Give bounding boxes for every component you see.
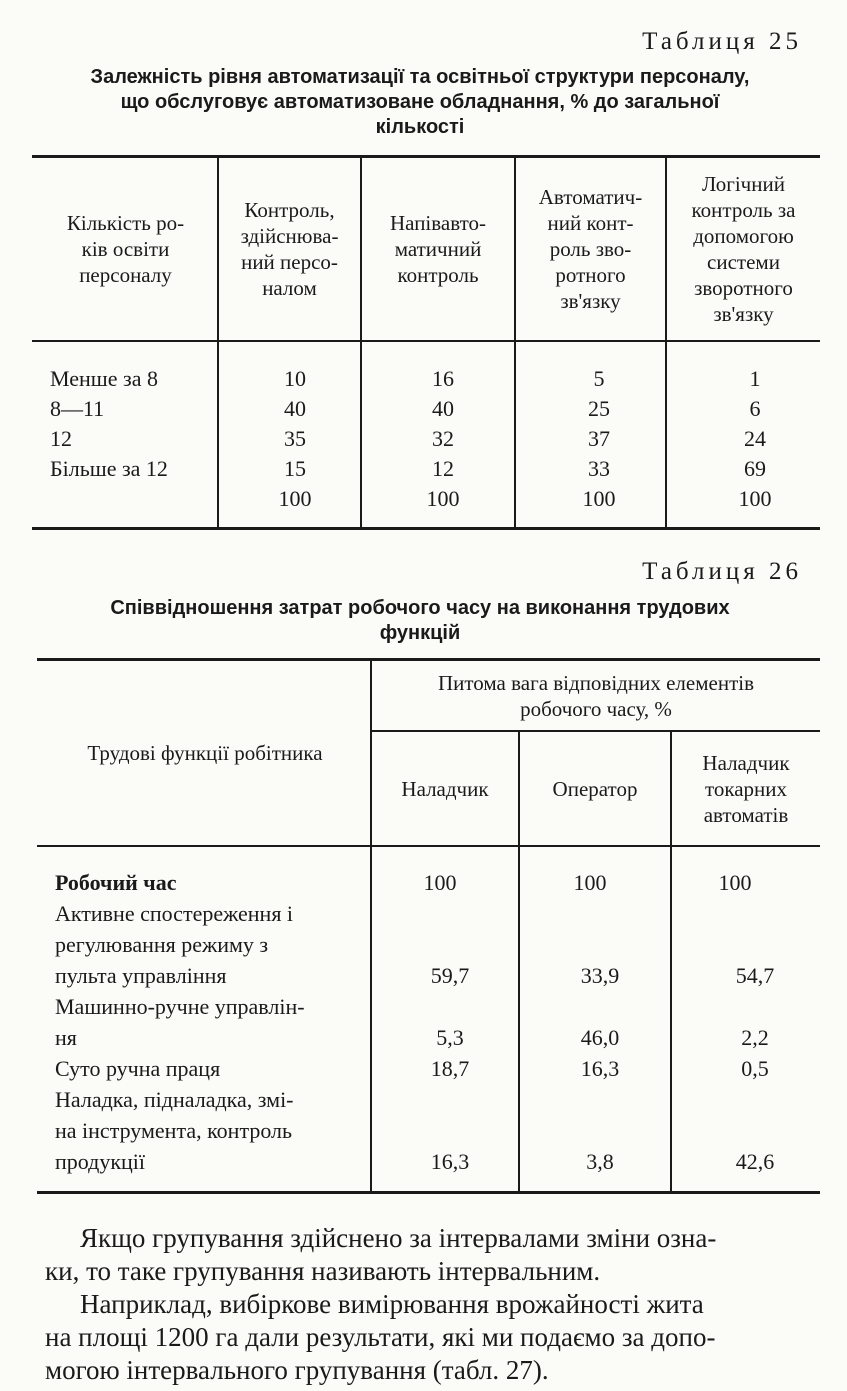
- table25-cell: 40: [432, 396, 454, 421]
- body-line: ки, то таке групування називають інтервальним.: [45, 1256, 601, 1286]
- table25-cell: 100: [582, 486, 616, 511]
- table26-cell: 16,3: [580, 1056, 620, 1081]
- table26-row-label: Машинно-ручне управлін-: [55, 994, 305, 1019]
- table26-row-label: на інструмента, контроль: [55, 1118, 293, 1143]
- header-line: Автоматич-: [538, 185, 643, 209]
- header-line: ків освіти: [81, 237, 170, 261]
- header-line: матичний: [394, 237, 482, 261]
- table25-header-years: [34, 158, 217, 340]
- table25-cell: 37: [588, 426, 610, 451]
- table26-header-functions: [40, 661, 370, 845]
- table26-cell: 18,7: [430, 1056, 470, 1081]
- table26-row-label: Активне спостереження і: [55, 901, 294, 926]
- body-paragraph: [45, 1222, 805, 1387]
- table26-row-label: Суто ручна праця: [55, 1056, 221, 1081]
- table26-cell: 54,7: [735, 963, 775, 988]
- table26-cell: 33,9: [580, 963, 620, 988]
- header-line: контроль: [397, 263, 479, 287]
- header-line: Контроль,: [244, 198, 335, 222]
- table25-cell: 1: [749, 366, 761, 391]
- table26-row-label: регулювання режиму з: [55, 932, 269, 957]
- header-line: ний персо-: [241, 250, 338, 274]
- table26-cell: 16,3: [430, 1149, 470, 1174]
- table26-header-group: [372, 661, 820, 730]
- header-line: ний конт-: [547, 211, 634, 235]
- header-line: Напівавто-: [389, 211, 487, 235]
- header-line: контроль за: [691, 198, 796, 222]
- header-line: Наладчик: [401, 776, 489, 801]
- table26-row-label: продукції: [55, 1149, 146, 1174]
- table25-title-line: кількості: [375, 116, 465, 138]
- body-line: могою інтервального групування (табл. 27).: [45, 1355, 549, 1385]
- table26-title-line: функцій: [379, 622, 461, 644]
- table25-cell: 5: [593, 366, 605, 391]
- header-line: роль зво-: [549, 237, 632, 261]
- table26-row-label: Наладка, підналадка, змі-: [55, 1087, 294, 1112]
- table26-caption: Таблиця 26: [642, 558, 802, 585]
- table25-row-label: 12: [50, 426, 72, 451]
- table26-cell: 2,2: [741, 1025, 769, 1050]
- header-line: Кількість ро-: [66, 211, 185, 235]
- body-line: Наприклад, вибіркове вимірювання врожайності жита: [80, 1289, 704, 1319]
- table25-header-divider: [32, 340, 820, 342]
- table25-cell: 15: [284, 456, 306, 481]
- table25-title-line: Залежність рівня автоматизації та освітньої структури персоналу,: [90, 66, 750, 88]
- table26-cell: 5,3: [436, 1025, 464, 1050]
- header-line: Наладчик: [702, 750, 790, 775]
- table26-cell: 100: [573, 870, 607, 895]
- table25-cell: 100: [426, 486, 460, 511]
- header-line: Питома вага відповідних елементів: [438, 670, 754, 695]
- table25-header-auto-feedback: [516, 158, 665, 340]
- table25-cell: 6: [749, 396, 761, 421]
- header-line: налом: [262, 276, 317, 300]
- table25-bottom-border: [32, 527, 820, 530]
- table26-row-label: пульта управління: [55, 963, 227, 988]
- table25-cell: 25: [588, 396, 610, 421]
- table25-header-personnel-control: [219, 158, 360, 340]
- table25-row-label: Менше за 8: [50, 366, 158, 391]
- table26-cell: 100: [718, 870, 752, 895]
- table26-header-lathe-adjuster: [672, 732, 820, 845]
- table25-header-semiauto: [362, 158, 514, 340]
- table26-cell: 42,6: [735, 1149, 775, 1174]
- table26-cell: 100: [423, 870, 457, 895]
- table26-title: [20, 596, 820, 646]
- body-line: на площі 1200 га дали результати, які ми подаємо за допо-: [45, 1322, 716, 1352]
- header-line: Трудові функції робітника: [87, 741, 323, 765]
- table25-caption: Таблиця 25: [642, 28, 802, 55]
- header-line: Логічний: [702, 172, 785, 196]
- table26-title-line: Співвідношення затрат робочого часу на виконання трудових: [110, 597, 730, 619]
- header-line: ротного: [555, 263, 626, 287]
- table26-header-adjuster: [372, 732, 518, 845]
- header-line: токарних: [704, 776, 788, 801]
- header-line: здійснюва-: [240, 224, 339, 248]
- header-line: зв'язку: [560, 289, 621, 313]
- table25-cell: 33: [588, 456, 610, 481]
- table25-cell: 100: [278, 486, 312, 511]
- table25-cell: 35: [284, 426, 306, 451]
- table26-cell: 59,7: [430, 963, 470, 988]
- header-line: персоналу: [79, 263, 172, 287]
- table26-bottom-border: [37, 1191, 820, 1194]
- table26-cell: 0,5: [741, 1056, 769, 1081]
- table26-row-label: Робочий час: [55, 870, 177, 895]
- table25-cell: 69: [744, 456, 766, 481]
- header-line: Оператор: [552, 776, 638, 801]
- table25-cell: 12: [432, 456, 454, 481]
- table25-row-label: 8—11: [50, 396, 105, 421]
- table26-cell: 3,8: [586, 1149, 614, 1174]
- table26-header-divider: [37, 845, 820, 847]
- header-line: зворотного: [694, 276, 793, 300]
- table25-row-label: Більше за 12: [50, 456, 168, 481]
- table26-cell: 46,0: [580, 1025, 620, 1050]
- header-line: автоматів: [703, 802, 789, 827]
- table25-cell: 40: [284, 396, 306, 421]
- table25-cell: 24: [744, 426, 766, 451]
- table25-title: [20, 65, 820, 140]
- header-line: допомогою: [693, 224, 794, 248]
- header-line: робочого часу, %: [520, 696, 672, 721]
- header-line: зв'язку: [713, 302, 774, 326]
- table26-header-operator: [520, 732, 670, 845]
- table25-cell: 32: [432, 426, 454, 451]
- table25-cell: 16: [432, 366, 454, 391]
- table25-cell: 10: [284, 366, 306, 391]
- table25-header-logic-control: [667, 158, 820, 340]
- header-line: системи: [707, 250, 780, 274]
- table26-row-label: ня: [55, 1025, 77, 1050]
- body-line: Якщо групування здійснено за інтервалами зміни озна-: [80, 1223, 717, 1253]
- table25-cell: 100: [738, 486, 772, 511]
- table25-title-line: що обслуговує автоматизоване обладнання, % до загальної: [120, 91, 720, 113]
